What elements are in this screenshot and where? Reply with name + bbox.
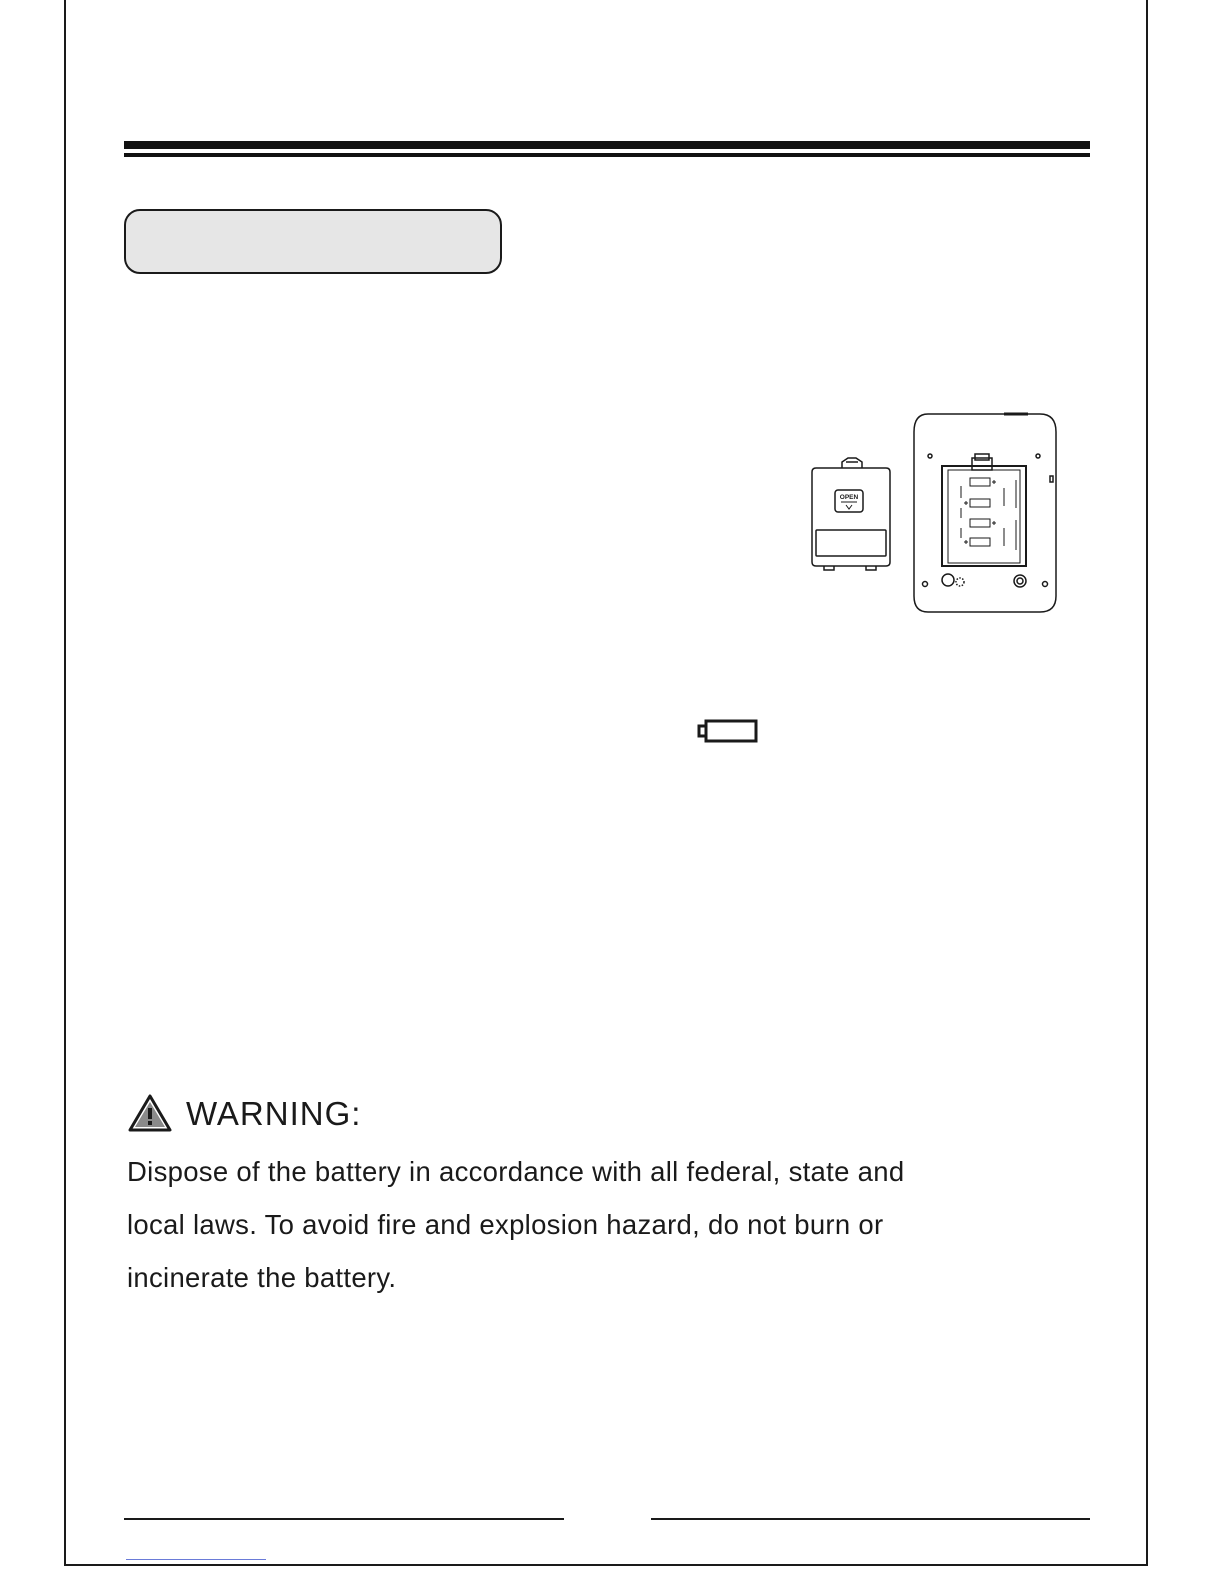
header-rule	[124, 141, 1090, 158]
low-battery-icon	[697, 718, 759, 744]
footer-link-underline	[126, 1559, 266, 1560]
battery-compartment-illustration	[804, 410, 1064, 618]
warning-title: WARNING:	[186, 1094, 362, 1132]
warning-body	[127, 1145, 1087, 1304]
cover-open-label: OPEN	[839, 494, 859, 501]
header-rule-thin	[124, 153, 1090, 157]
footer-rule-right	[651, 1518, 1090, 1520]
warning-triangle-icon	[128, 1093, 172, 1133]
warning-line: incinerate the battery.	[127, 1262, 397, 1293]
battery-cover-drawing	[812, 458, 890, 570]
warning-line: Dispose of the battery in accordance with all federal, state and	[127, 1156, 905, 1187]
footer-rule-left	[124, 1518, 564, 1520]
section-title-box	[124, 209, 502, 274]
device-back-drawing	[914, 414, 1056, 612]
warning-heading	[128, 1090, 361, 1136]
header-rule-thick	[124, 141, 1090, 149]
warning-line: local laws. To avoid fire and explosion hazard, do not burn or	[127, 1209, 884, 1240]
